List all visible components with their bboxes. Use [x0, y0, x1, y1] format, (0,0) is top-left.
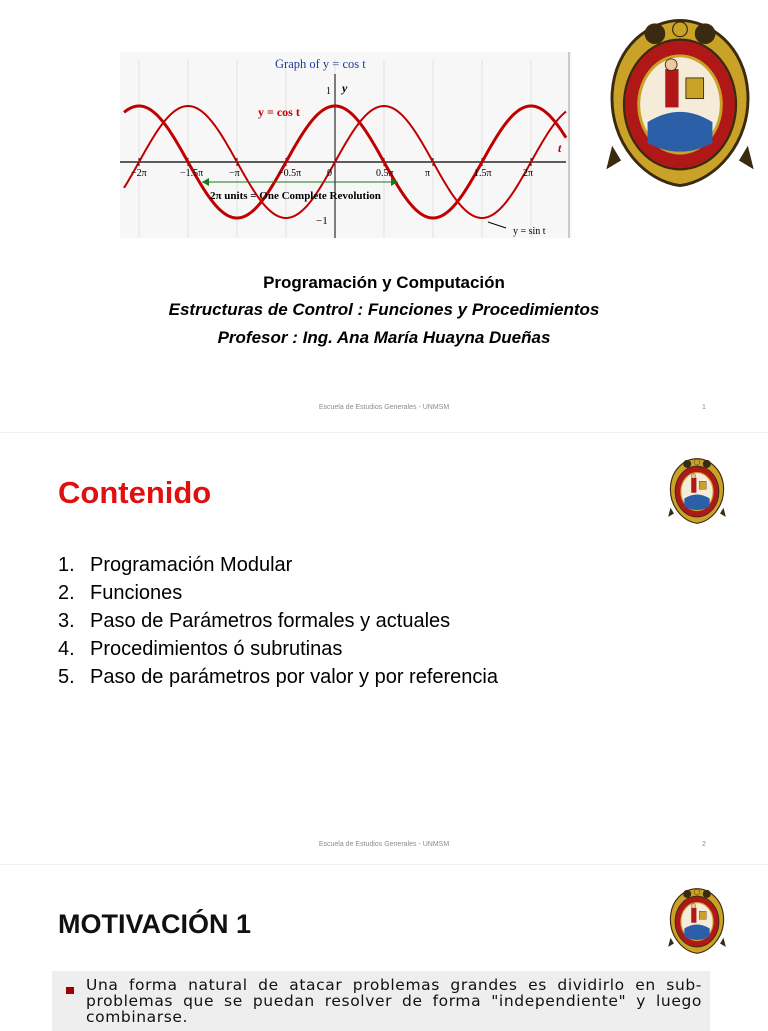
footer-text: Escuela de Estudios Generales - UNMSM [318, 841, 450, 848]
x-tick-label: −π [229, 168, 240, 179]
title-block [0, 270, 768, 352]
x-tick-label: 1.5π [474, 168, 492, 179]
footer-text: Escuela de Estudios Generales - UNMSM [318, 404, 450, 411]
item-number: 1. [58, 554, 75, 576]
professor-name: Profesor : Ing. Ana María Huayna Dueñas [217, 328, 551, 347]
lecture-subtitle: Estructuras de Control : Funciones y Procedimientos [168, 300, 600, 319]
graph-title: Graph of y = cos t [275, 57, 366, 71]
contents-heading: Contenido [58, 475, 212, 510]
list-item [58, 635, 498, 663]
y-one-label: 1 [326, 86, 331, 97]
motivation-heading: MOTIVACIÓN 1 [58, 909, 252, 939]
x-tick-label: 0.5π [376, 168, 394, 179]
y-minus-one-label: −1 [316, 215, 328, 227]
x-tick-label: −0.5π [278, 168, 302, 179]
item-number: 4. [58, 638, 75, 660]
item-number: 2. [58, 582, 75, 604]
t-axis-label: t [558, 141, 562, 155]
cosine-graph [120, 52, 572, 238]
university-seal-icon [668, 457, 726, 525]
item-text: Funciones [90, 582, 183, 604]
item-text: Paso de parámetros por valor y por referencia [90, 666, 498, 688]
list-item [58, 579, 498, 607]
contents-list [58, 551, 498, 691]
item-text: Paso de Parámetros formales y actuales [90, 610, 451, 632]
bullet-box [52, 971, 710, 1031]
revolution-label: 2π units = One Complete Revolution [210, 190, 381, 202]
university-seal-icon [668, 887, 726, 955]
item-text: Procedimientos ó subrutinas [90, 638, 343, 660]
sin-label: y = sin t [513, 226, 546, 237]
page-number: 1 [702, 404, 706, 411]
item-number: 3. [58, 610, 75, 632]
x-tick-label: 2π [523, 168, 534, 179]
x-tick-label: 0 [327, 168, 332, 179]
x-tick-label: π [425, 168, 431, 179]
x-tick-label: −2π [131, 168, 147, 179]
cos-label: y = cos t [258, 105, 300, 119]
slide-2 [0, 432, 768, 865]
slide-1 [0, 0, 768, 432]
page-number: 2 [702, 841, 706, 848]
bullet-text: Una forma natural de atacar problemas grandes es dividirlo en sub-problemas que se puedan resolver de forma "independiente" y luego combinarse. [86, 976, 702, 1026]
course-title: Programación y Computación [263, 273, 505, 292]
list-item [58, 663, 498, 691]
bullet-marker-icon [66, 987, 74, 994]
list-item [58, 551, 498, 579]
x-tick-label: −1.5π [180, 168, 204, 179]
y-axis-label: y [342, 81, 348, 95]
item-number: 5. [58, 666, 75, 688]
slide-3 [0, 864, 768, 1025]
list-item [58, 607, 498, 635]
item-text: Programación Modular [90, 554, 293, 576]
university-seal-icon [606, 16, 754, 190]
